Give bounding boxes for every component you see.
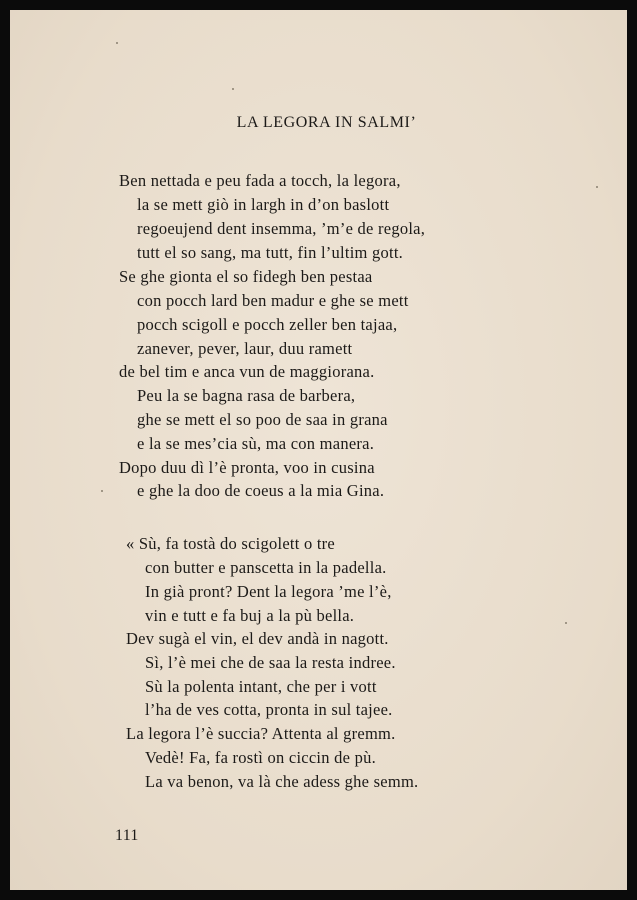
poem-line: Ben nettada e peu fada a tocch, la legora, bbox=[119, 171, 401, 190]
poem-line: Sù la polenta intant, che per i vott bbox=[145, 677, 377, 696]
poem-line: vin e tutt e fa buj a la pù bella. bbox=[145, 606, 355, 625]
poem-line: tutt el so sang, ma tutt, fin l’ultim gott. bbox=[137, 243, 404, 262]
poem-line: La va benon, va là che adess ghe semm. bbox=[145, 772, 419, 791]
poem-line: Sì, l’è mei che de saa la resta indree. bbox=[145, 653, 396, 672]
paper-speck bbox=[116, 42, 118, 44]
book-page bbox=[10, 10, 627, 890]
poem-line: e ghe la doo de coeus a la mia Gina. bbox=[137, 481, 385, 500]
page-number: 111 bbox=[115, 827, 139, 844]
poem-line: con butter e panscetta in la padella. bbox=[145, 558, 387, 577]
paper-speck bbox=[565, 622, 567, 624]
paper-speck bbox=[232, 88, 234, 90]
poem-line: con pocch lard ben madur e ghe se mett bbox=[137, 291, 409, 310]
poem-line: Vedè! Fa, fa rostì on ciccin de pù. bbox=[145, 748, 376, 767]
poem-line: ghe se mett el so poo de saa in grana bbox=[137, 410, 388, 429]
poem-line: l’ha de ves cotta, pronta in sul tajee. bbox=[145, 700, 393, 719]
poem-line: la se mett giò in largh in d’on baslott bbox=[137, 195, 390, 214]
poem-line: zanever, pever, laur, duu ramett bbox=[137, 339, 353, 358]
poem-line: La legora l’è succia? Attenta al gremm. bbox=[126, 724, 396, 743]
poem-line: pocch scigoll e pocch zeller ben tajaa, bbox=[137, 315, 398, 334]
poem-line: e la se mes’cia sù, ma con manera. bbox=[137, 434, 375, 453]
paper-speck bbox=[596, 186, 598, 188]
poem-title: LA LEGORA IN SALMI’ bbox=[236, 114, 417, 131]
paper-speck bbox=[101, 490, 103, 492]
poem-line: Dev sugà el vin, el dev andà in nagott. bbox=[126, 629, 389, 648]
poem-line: Se ghe gionta el so fidegh ben pestaa bbox=[119, 267, 373, 286]
poem-line: Dopo duu dì l’è pronta, voo in cusina bbox=[119, 458, 375, 477]
poem-line: de bel tim e anca vun de maggiorana. bbox=[119, 362, 375, 381]
poem-line: Peu la se bagna rasa de barbera, bbox=[137, 386, 356, 405]
poem-line: « Sù, fa tostà do scigolett o tre bbox=[126, 534, 335, 553]
poem-line: regoeujend dent insemma, ’m’e de regola, bbox=[137, 219, 426, 238]
poem-line: In già pront? Dent la legora ’me l’è, bbox=[145, 582, 392, 601]
